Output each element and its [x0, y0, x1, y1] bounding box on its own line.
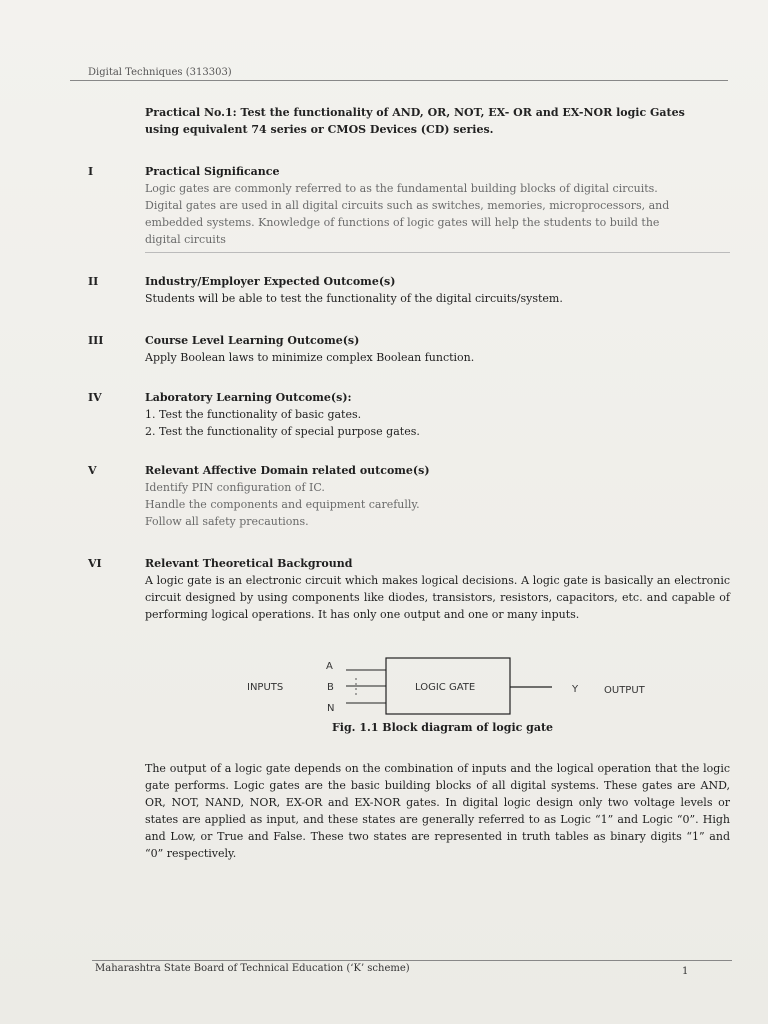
section-practical-significance — [145, 163, 730, 248]
section-number-6: VI — [88, 557, 102, 570]
section-number-3: III — [88, 334, 104, 347]
diagram-input-a: A — [326, 661, 333, 672]
diagram-output-y: Y — [572, 684, 579, 695]
diagram-input-n: N — [327, 703, 335, 714]
text-line: Identify PIN configuration of IC. — [145, 481, 325, 494]
section-heading: Course Level Learning Outcome(s) — [145, 334, 360, 347]
text-line: Digital gates are used in all digital circuits such as switches, memories, microprocessors, and — [145, 199, 670, 212]
section-paragraph: A logic gate is an electronic circuit which makes logical decisions. A logic gate is basically an electronic circuit designed by using components like diodes, transistors, resistors, capacitors, etc. and capable of performing logical operations. It has only one output and one or many inputs. — [145, 574, 730, 621]
diagram-inputs-label: INPUTS — [247, 682, 284, 693]
header-rule — [70, 80, 728, 81]
text-line: 1. Test the functionality of basic gates. — [145, 408, 362, 421]
section-industry-outcome — [145, 273, 730, 307]
section-number-5: V — [88, 464, 97, 477]
text-line: Logic gates are commonly referred to as the fundamental building blocks of digital circuits. — [145, 182, 658, 195]
section-number-4: IV — [88, 391, 102, 404]
text-line: embedded systems. Knowledge of functions of logic gates will help the students to build the — [145, 216, 660, 229]
footer-rule — [92, 960, 732, 961]
section-affective-outcome — [145, 462, 730, 530]
footer-text: Maharashtra State Board of Technical Education (‘K’ scheme) — [95, 963, 410, 974]
text-line: digital circuits — [145, 233, 226, 246]
text-line: Apply Boolean laws to minimize complex Boolean function. — [145, 351, 475, 364]
logic-gate-box — [386, 658, 510, 714]
section-divider — [145, 252, 730, 253]
section-heading: Relevant Affective Domain related outcome(s) — [145, 464, 430, 477]
section-course-outcome — [145, 332, 730, 366]
diagram-gate-label: LOGIC GATE — [415, 682, 476, 693]
section-number-1: I — [88, 165, 94, 178]
section-theoretical-background — [145, 555, 730, 623]
body-paragraph: The output of a logic gate depends on the combination of inputs and the logical operation that the logic gate performs. Logic gates are the basic building blocks of all digital systems. These gates are AND, OR, NOT, NAND, NOR, EX-OR and EX-NOR gates. In digital logic design only two voltage levels or states are applied as input, and these states are generally referred to as Logic “1” and Logic “0”. High and Low, or True and False. These two states are represented in truth tables as binary digits “1” and “0” respectively. — [145, 762, 730, 860]
diagram-output-label: OUTPUT — [604, 685, 645, 696]
text-line: Students will be able to test the functionality of the digital circuits/system. — [145, 292, 563, 305]
section-heading: Relevant Theoretical Background — [145, 557, 353, 570]
text-line: Follow all safety precautions. — [145, 515, 309, 528]
section-heading: Practical Significance — [145, 165, 280, 178]
section-number-2: II — [88, 275, 99, 288]
header-course-title: Digital Techniques (313303) — [88, 67, 232, 78]
text-line: Handle the components and equipment carefully. — [145, 498, 420, 511]
text-line: 2. Test the functionality of special purpose gates. — [145, 425, 420, 438]
diagram-input-b: B — [327, 682, 334, 693]
section-lab-outcome — [145, 389, 730, 440]
section-heading: Industry/Employer Expected Outcome(s) — [145, 275, 396, 288]
practical-title: Practical No.1: Test the functionality of AND, OR, NOT, EX- OR and EX-NOR logic Gates using equivalent 74 series or CMOS Devices (CD) series. — [145, 106, 685, 136]
figure-caption: Fig. 1.1 Block diagram of logic gate — [332, 721, 554, 734]
section-heading: Laboratory Learning Outcome(s): — [145, 391, 352, 404]
page-number: 1 — [682, 966, 689, 977]
